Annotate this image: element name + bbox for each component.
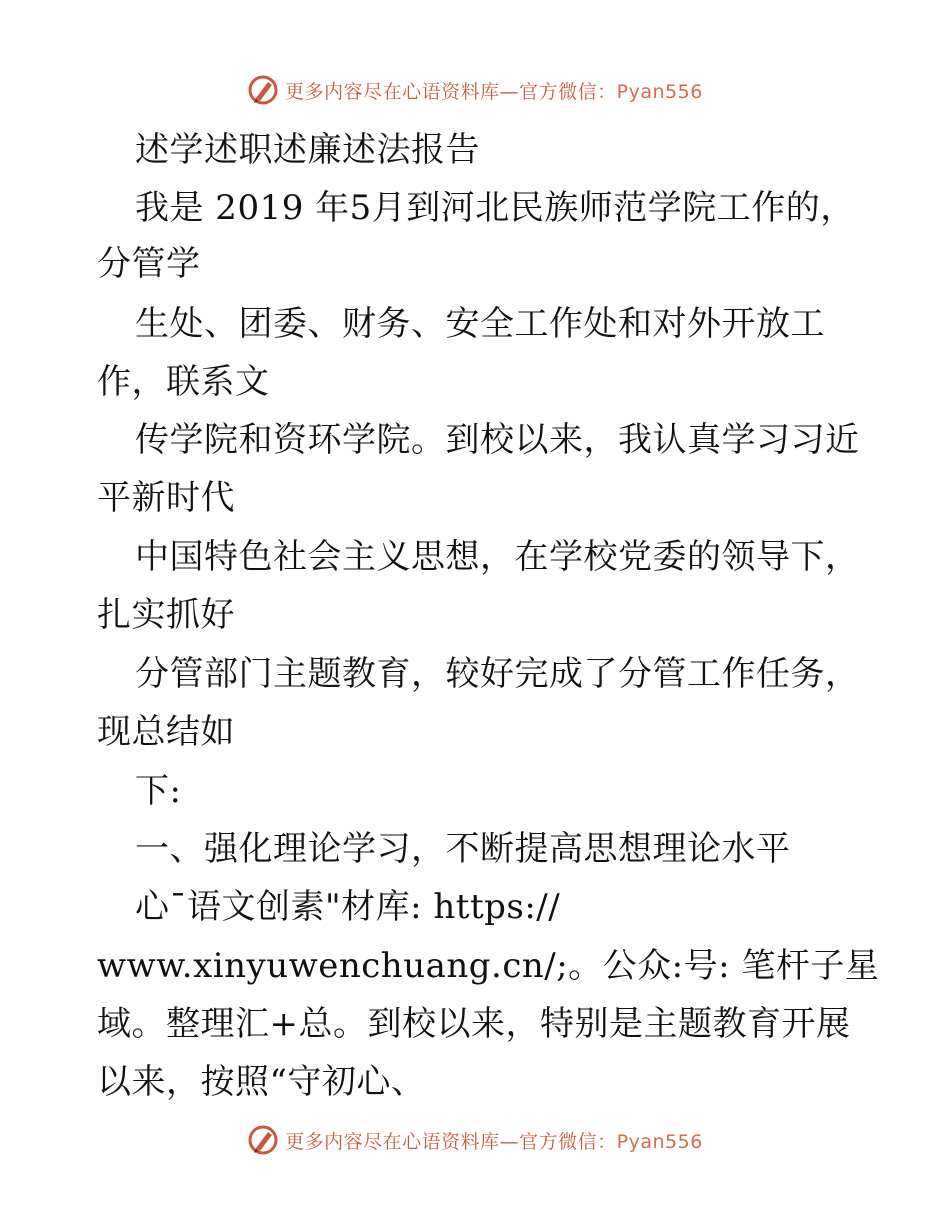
body-line: www.xinyuwenchuang.cn/;。公众:号: 笔杆子星 xyxy=(97,946,880,986)
document-title: 述学述职述廉述法报告 xyxy=(135,130,480,170)
body-line: 扎实抓好 xyxy=(97,595,235,635)
body-line: 作，联系文 xyxy=(97,362,270,402)
section-heading: 一、强化理论学习，不断提高思想理论水平 xyxy=(135,829,791,869)
watermark-text: 更多内容尽在心语资料库—官方微信：Pyan556 xyxy=(285,80,703,103)
body-line: 生处、团委、财务、安全工作处和对外开放工 xyxy=(135,304,825,344)
body-line: 分管学 xyxy=(97,244,201,284)
body-line: 以来，按照“守初心、 xyxy=(97,1062,426,1102)
body-line: 域。整理汇+总。到校以来，特别是主题教育开展 xyxy=(97,1004,851,1044)
pen-logo-icon xyxy=(247,74,279,106)
body-line: 现总结如 xyxy=(97,712,235,752)
body-line: 下: xyxy=(135,771,182,811)
body-line: 传学院和资环学院。到校以来，我认真学习习近 xyxy=(135,420,860,460)
watermark-text: 更多内容尽在心语资料库—官方微信：Pyan556 xyxy=(285,1130,703,1153)
body-line: 分管部门主题教育，较好完成了分管工作任务， xyxy=(135,654,860,694)
body-line: 中国特色社会主义思想，在学校党委的领导下， xyxy=(135,537,860,577)
watermark-contact: Pyan556 xyxy=(616,80,703,103)
header-watermark xyxy=(0,70,950,110)
pen-logo-icon xyxy=(247,1124,279,1156)
watermark-contact: Pyan556 xyxy=(616,1130,703,1153)
body-line: 心¯语文创素"材库: https:// xyxy=(135,887,561,927)
footer-watermark xyxy=(0,1120,950,1160)
body-line: 平新时代 xyxy=(97,478,235,518)
body-line: 我是 2019 年5月到河北民族师范学院工作的， xyxy=(135,188,855,228)
